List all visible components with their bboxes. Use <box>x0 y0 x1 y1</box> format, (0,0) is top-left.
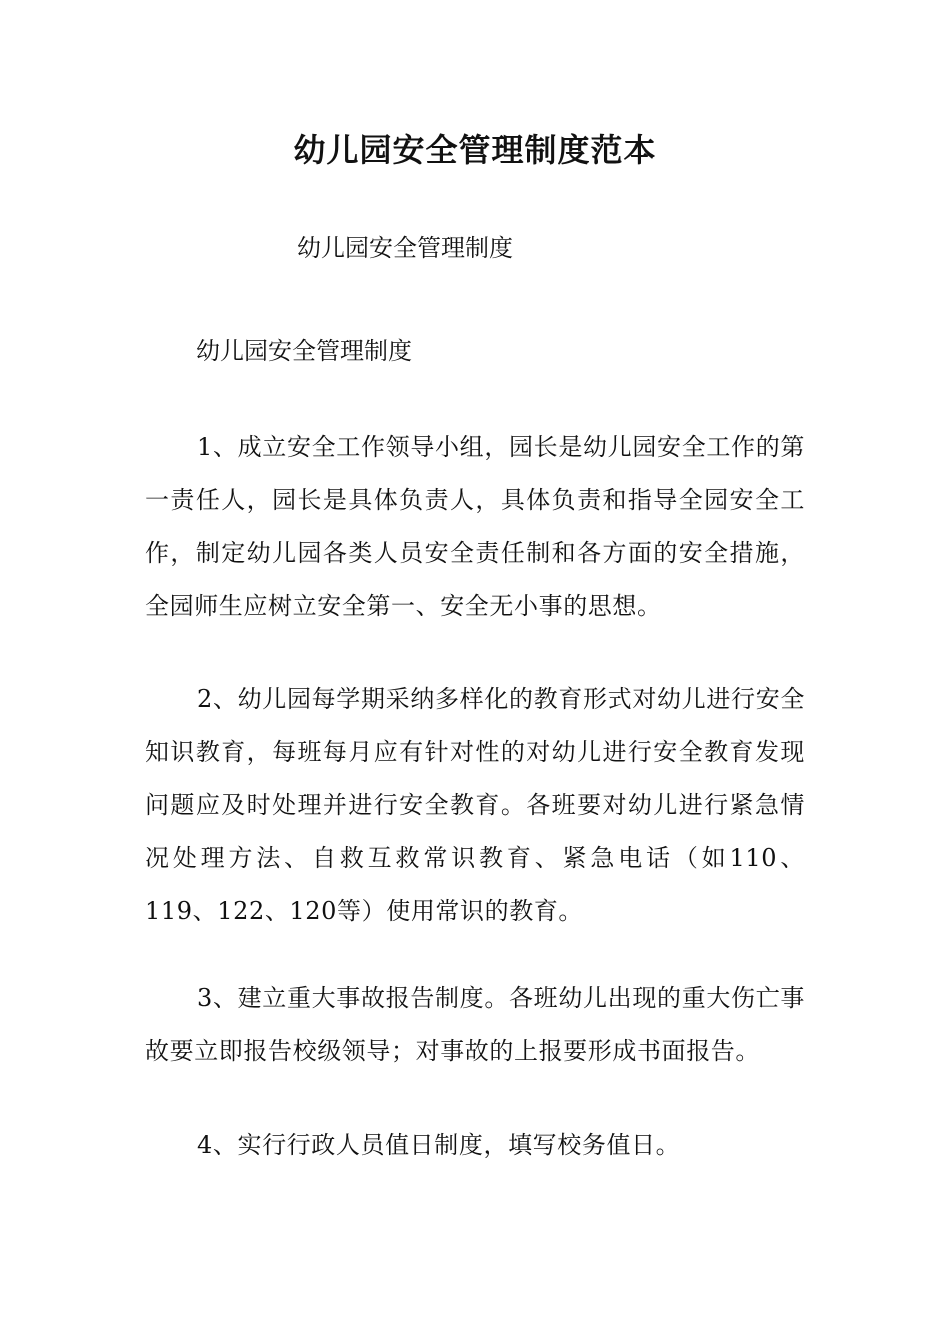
paragraph-4: 4、实行行政人员值日制度，填写校务值日。 <box>197 1131 681 1159</box>
paragraph-3: 3、建立重大事故报告制度。各班幼儿出现的重大伤亡事故要立即报告校级领导；对事故的上报要形成书面报告。 <box>145 984 805 1065</box>
section-heading: 幼儿园安全管理制度 <box>196 337 412 365</box>
document-title: 幼儿园安全管理制度范本 <box>293 131 657 169</box>
paragraph-1: 1、成立安全工作领导小组，园长是幼儿园安全工作的第一责任人，园长是具体负责人，具体负责和指导全园安全工作，制定幼儿园各类人员安全责任制和各方面的安全措施，全园师生应树立安全第一、安全无小事的思想。 <box>145 433 805 620</box>
paragraph-2: 2、幼儿园每学期采纳多样化的教育形式对幼儿进行安全知识教育，每班每月应有针对性的对幼儿进行安全教育发现问题应及时处理并进行安全教育。各班要对幼儿进行紧急情况处理方法、自救互救常识教育、紧急电话（如110、119、122、120等）使用常识的教育。 <box>145 685 805 925</box>
document-subtitle: 幼儿园安全管理制度 <box>297 234 513 262</box>
